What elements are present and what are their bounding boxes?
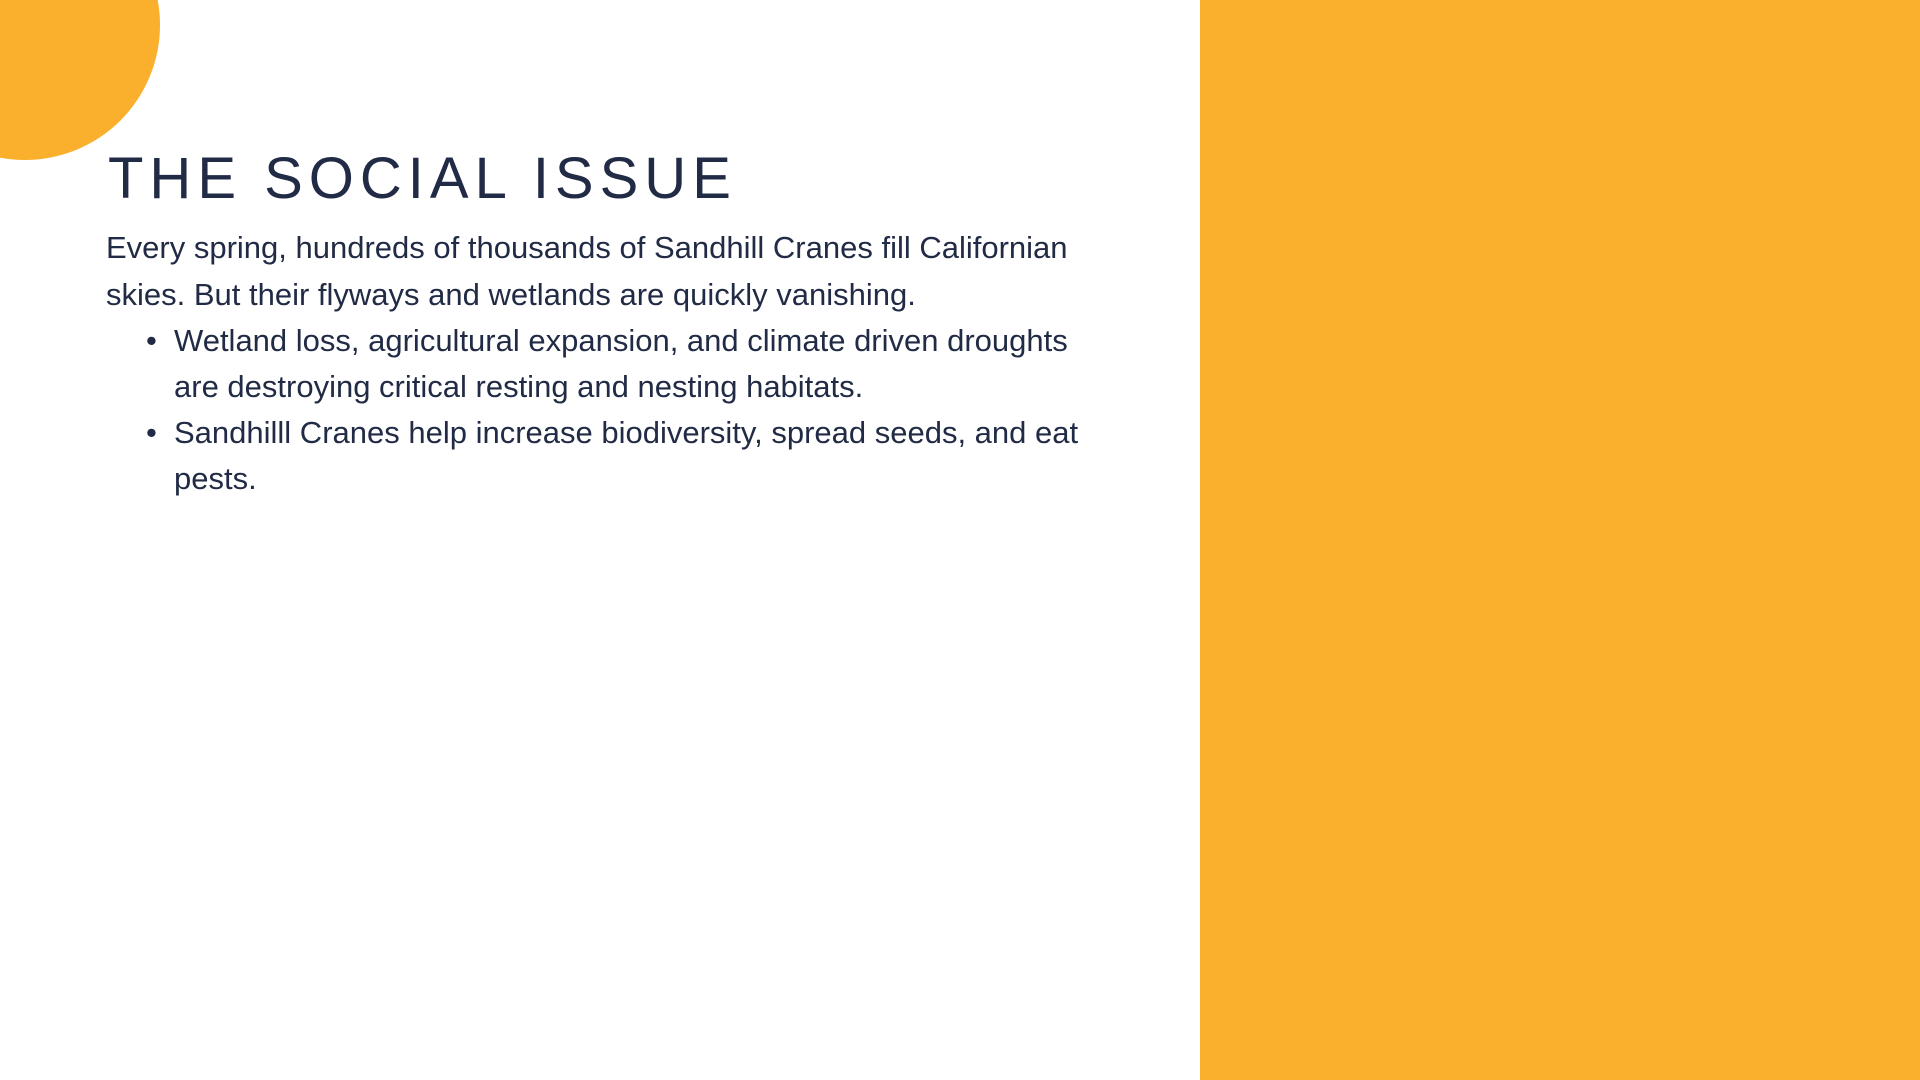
lead-paragraph: Every spring, hundreds of thousands of Sandhill Cranes fill Californian skies. But their flyways and wetlands are quickly vanishing. [106,230,1068,312]
body-block [106,225,1116,502]
list-item-label: Sandhilll Cranes help increase biodiversity, spread seeds, and eat pests. [174,414,1079,496]
list-item-label: Wetland loss, agricultural expansion, and climate driven droughts are destroying critical resting and nesting habitats. [174,323,1068,404]
list-item [146,318,1104,410]
bullet-glyph-icon: • [146,414,157,450]
list-item [146,410,1104,502]
bullet-glyph-icon: • [146,323,157,358]
bullet-list [106,318,1116,502]
accent-panel [1200,0,1920,1080]
page-title: THE SOCIAL ISSUE [108,145,737,211]
